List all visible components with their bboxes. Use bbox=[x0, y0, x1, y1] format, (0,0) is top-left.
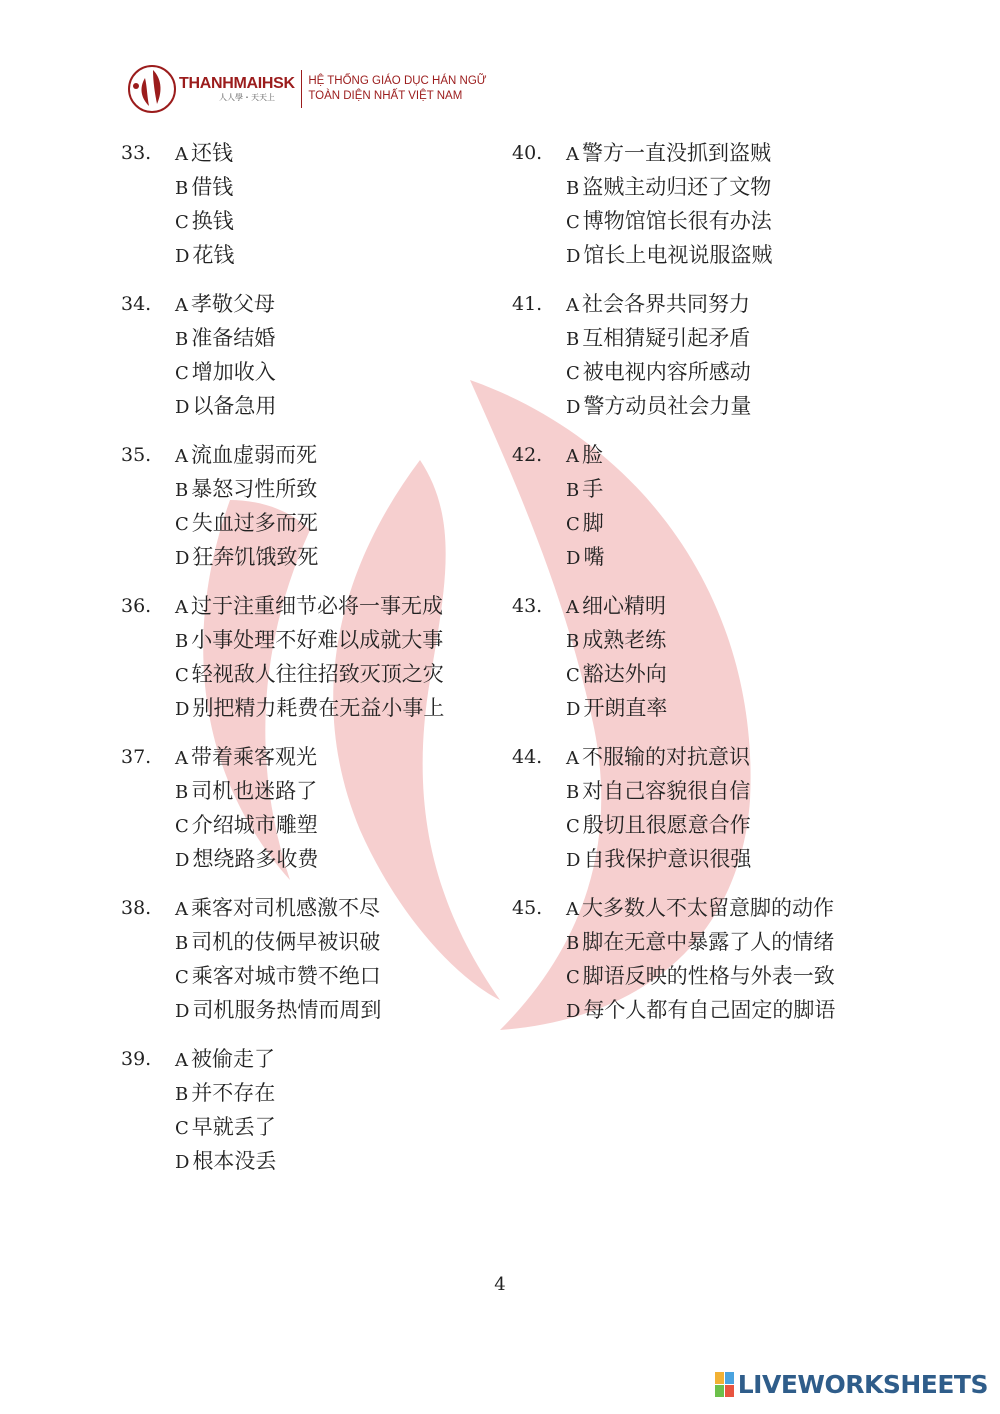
option-c[interactable] bbox=[566, 960, 835, 994]
option-text: 准备结婚 bbox=[191, 326, 276, 350]
header bbox=[127, 64, 487, 114]
option-b[interactable] bbox=[175, 322, 276, 356]
option-d[interactable] bbox=[566, 994, 835, 1028]
option-b[interactable] bbox=[175, 775, 318, 809]
option-letter: A bbox=[566, 295, 579, 316]
option-text: 脚在无意中暴露了人的情绪 bbox=[582, 930, 835, 954]
option-text: 殷切且很愿意合作 bbox=[582, 813, 751, 837]
option-text: 成熟老练 bbox=[582, 628, 667, 652]
option-b[interactable] bbox=[175, 624, 444, 658]
option-c[interactable] bbox=[175, 658, 444, 692]
option-text: 增加收入 bbox=[191, 360, 276, 384]
option-d[interactable] bbox=[175, 994, 381, 1028]
option-text: 乘客对城市赞不绝口 bbox=[191, 964, 381, 988]
option-letter: B bbox=[566, 631, 580, 652]
option-text: 流血虚弱而死 bbox=[191, 443, 317, 467]
page-number: 4 bbox=[494, 1274, 506, 1295]
option-letter: A bbox=[175, 144, 188, 165]
option-letter: D bbox=[566, 397, 581, 418]
option-text: 借钱 bbox=[191, 175, 234, 199]
option-c[interactable] bbox=[566, 507, 604, 541]
option-list bbox=[566, 741, 751, 877]
option-letter: C bbox=[175, 514, 189, 535]
option-a[interactable] bbox=[175, 892, 381, 926]
option-text: 司机的伎俩早被识破 bbox=[191, 930, 381, 954]
option-b[interactable] bbox=[566, 171, 772, 205]
option-letter: D bbox=[566, 850, 581, 871]
brand-block bbox=[179, 75, 295, 103]
option-text: 不服输的对抗意识 bbox=[582, 745, 750, 769]
question-35 bbox=[121, 439, 501, 575]
question-number: 34. bbox=[121, 293, 152, 315]
question-34 bbox=[121, 288, 501, 424]
option-letter: A bbox=[566, 597, 579, 618]
option-a[interactable] bbox=[175, 1043, 276, 1077]
option-letter: C bbox=[566, 967, 580, 988]
option-list bbox=[175, 288, 276, 424]
option-text: 社会各界共同努力 bbox=[582, 292, 750, 316]
option-letter: A bbox=[175, 748, 188, 769]
option-letter: A bbox=[566, 446, 579, 467]
option-text: 脸 bbox=[582, 443, 603, 467]
option-letter: D bbox=[566, 548, 581, 569]
option-text: 司机服务热情而周到 bbox=[192, 998, 382, 1022]
tagline-line-2: TOÀN DIỆN NHẤT VIỆT NAM bbox=[308, 90, 463, 102]
option-a[interactable] bbox=[175, 288, 276, 322]
option-text: 手 bbox=[582, 477, 604, 501]
option-d[interactable] bbox=[566, 541, 604, 575]
option-d[interactable] bbox=[175, 390, 276, 424]
question-39 bbox=[121, 1043, 501, 1179]
option-c[interactable] bbox=[175, 507, 318, 541]
question-number: 41. bbox=[512, 293, 543, 315]
question-36 bbox=[121, 590, 501, 726]
option-b[interactable] bbox=[566, 322, 751, 356]
option-d[interactable] bbox=[175, 239, 234, 273]
option-letter: A bbox=[175, 597, 188, 618]
option-d[interactable] bbox=[175, 541, 318, 575]
option-a[interactable] bbox=[566, 439, 604, 473]
live-badge-icon bbox=[715, 1372, 735, 1398]
question-42 bbox=[512, 439, 912, 575]
option-letter: C bbox=[566, 665, 580, 686]
option-b[interactable] bbox=[566, 926, 835, 960]
option-letter: D bbox=[175, 850, 190, 871]
option-letter: B bbox=[175, 933, 189, 954]
option-text: 细心精明 bbox=[582, 594, 666, 618]
option-letter: C bbox=[566, 816, 580, 837]
question-number: 44. bbox=[512, 746, 543, 768]
option-text: 嘴 bbox=[583, 545, 605, 569]
option-letter: A bbox=[566, 748, 579, 769]
option-letter: C bbox=[175, 212, 189, 233]
option-b[interactable] bbox=[566, 473, 604, 507]
option-text: 狂奔饥饿致死 bbox=[192, 545, 319, 569]
option-letter: D bbox=[175, 1152, 190, 1173]
option-text: 带着乘客观光 bbox=[191, 745, 317, 769]
option-letter: B bbox=[566, 178, 580, 199]
option-c[interactable] bbox=[175, 960, 381, 994]
option-c[interactable] bbox=[175, 205, 234, 239]
option-text: 花钱 bbox=[192, 243, 235, 267]
question-33 bbox=[121, 137, 501, 273]
option-letter: A bbox=[175, 1050, 188, 1071]
brand-slogan: 人人學・天天上 bbox=[219, 93, 275, 102]
option-text: 每个人都有自己固定的脚语 bbox=[583, 998, 836, 1022]
option-letter: D bbox=[175, 1001, 190, 1022]
option-b[interactable] bbox=[175, 926, 381, 960]
question-number: 37. bbox=[121, 746, 152, 768]
option-list bbox=[175, 892, 381, 1028]
option-text: 介绍城市雕塑 bbox=[191, 813, 318, 837]
option-text: 馆长上电视说服盗贼 bbox=[583, 243, 773, 267]
option-list bbox=[175, 137, 234, 273]
option-text: 别把精力耗费在无益小事上 bbox=[192, 696, 445, 720]
option-letter: C bbox=[175, 816, 189, 837]
option-b[interactable] bbox=[566, 624, 667, 658]
option-letter: B bbox=[566, 933, 580, 954]
question-44 bbox=[512, 741, 912, 877]
option-text: 警方动员社会力量 bbox=[583, 394, 752, 418]
option-list bbox=[566, 439, 604, 575]
option-letter: A bbox=[175, 446, 188, 467]
option-letter: B bbox=[175, 631, 189, 652]
option-text: 脚 bbox=[582, 511, 604, 535]
option-b[interactable] bbox=[175, 473, 318, 507]
option-letter: B bbox=[175, 178, 189, 199]
option-letter: B bbox=[175, 1084, 189, 1105]
question-number: 39. bbox=[121, 1048, 152, 1070]
question-number: 36. bbox=[121, 595, 152, 617]
option-c[interactable] bbox=[175, 809, 318, 843]
option-list bbox=[175, 741, 318, 877]
question-number: 43. bbox=[512, 595, 543, 617]
option-text: 脚语反映的性格与外表一致 bbox=[582, 964, 835, 988]
option-d[interactable] bbox=[175, 692, 444, 726]
option-d[interactable] bbox=[175, 1145, 276, 1179]
option-letter: A bbox=[566, 144, 579, 165]
header-divider bbox=[301, 70, 303, 108]
brand-name: THANHMAIHSK bbox=[179, 75, 295, 92]
option-letter: C bbox=[175, 967, 189, 988]
question-43 bbox=[512, 590, 912, 726]
option-letter: D bbox=[175, 246, 190, 267]
option-c[interactable] bbox=[566, 658, 667, 692]
question-41 bbox=[512, 288, 912, 424]
right-question-column bbox=[512, 137, 912, 1043]
option-list bbox=[175, 590, 444, 726]
question-number: 38. bbox=[121, 897, 152, 919]
option-letter: D bbox=[566, 1001, 581, 1022]
left-question-column bbox=[121, 137, 501, 1194]
option-text: 失血过多而死 bbox=[191, 511, 318, 535]
option-text: 博物馆馆长很有办法 bbox=[582, 209, 772, 233]
option-text: 小事处理不好难以成就大事 bbox=[191, 628, 444, 652]
question-number: 33. bbox=[121, 142, 152, 164]
option-letter: C bbox=[566, 514, 580, 535]
option-letter: A bbox=[175, 295, 188, 316]
option-list bbox=[566, 590, 667, 726]
option-letter: B bbox=[566, 329, 580, 350]
option-c[interactable] bbox=[566, 205, 772, 239]
option-list bbox=[566, 288, 751, 424]
option-text: 盗贼主动归还了文物 bbox=[582, 175, 772, 199]
option-letter: B bbox=[175, 782, 189, 803]
tagline bbox=[308, 74, 486, 104]
option-letter: D bbox=[175, 548, 190, 569]
option-text: 互相猜疑引起矛盾 bbox=[582, 326, 751, 350]
option-b[interactable] bbox=[175, 171, 234, 205]
option-letter: D bbox=[566, 699, 581, 720]
option-text: 警方一直没抓到盗贼 bbox=[582, 141, 771, 165]
option-letter: C bbox=[566, 212, 580, 233]
option-text: 根本没丢 bbox=[192, 1149, 277, 1173]
question-37 bbox=[121, 741, 501, 877]
option-text: 乘客对司机感激不尽 bbox=[191, 896, 380, 920]
option-letter: B bbox=[175, 329, 189, 350]
option-list bbox=[175, 1043, 276, 1179]
option-list bbox=[566, 137, 772, 273]
option-a[interactable] bbox=[175, 590, 444, 624]
option-text: 想绕路多收费 bbox=[192, 847, 319, 871]
option-letter: D bbox=[175, 397, 190, 418]
option-a[interactable] bbox=[566, 741, 751, 775]
question-38 bbox=[121, 892, 501, 1028]
option-a[interactable] bbox=[566, 288, 751, 322]
option-letter: B bbox=[566, 782, 580, 803]
option-letter: C bbox=[175, 1118, 189, 1139]
question-number: 45. bbox=[512, 897, 543, 919]
option-c[interactable] bbox=[566, 356, 751, 390]
question-number: 35. bbox=[121, 444, 152, 466]
option-b[interactable] bbox=[566, 775, 751, 809]
option-a[interactable] bbox=[566, 137, 772, 171]
option-a[interactable] bbox=[175, 741, 318, 775]
option-d[interactable] bbox=[175, 843, 318, 877]
option-text: 暴怒习性所致 bbox=[191, 477, 318, 501]
option-d[interactable] bbox=[566, 692, 667, 726]
option-d[interactable] bbox=[566, 239, 772, 273]
liveworksheets-footer bbox=[715, 1370, 988, 1399]
option-a[interactable] bbox=[175, 137, 234, 171]
option-c[interactable] bbox=[175, 356, 276, 390]
question-number: 42. bbox=[512, 444, 543, 466]
option-list bbox=[566, 892, 835, 1028]
option-letter: D bbox=[175, 699, 190, 720]
tagline-line-1: HỆ THỐNG GIÁO DỤC HÁN NGỮ bbox=[308, 75, 487, 87]
option-a[interactable] bbox=[175, 439, 318, 473]
option-text: 被电视内容所感动 bbox=[582, 360, 751, 384]
option-letter: C bbox=[175, 363, 189, 384]
question-40 bbox=[512, 137, 912, 273]
option-letter: A bbox=[566, 899, 579, 920]
brand-logo-icon bbox=[127, 64, 177, 114]
option-c[interactable] bbox=[175, 1111, 276, 1145]
option-text: 以备急用 bbox=[192, 394, 277, 418]
liveworksheets-logo-text: LIVEWORKSHEETS bbox=[737, 1370, 988, 1399]
question-45 bbox=[512, 892, 912, 1028]
option-text: 还钱 bbox=[191, 141, 233, 165]
option-text: 司机也迷路了 bbox=[191, 779, 318, 803]
option-text: 开朗直率 bbox=[583, 696, 668, 720]
option-b[interactable] bbox=[175, 1077, 276, 1111]
option-a[interactable] bbox=[566, 892, 835, 926]
option-text: 孝敬父母 bbox=[191, 292, 275, 316]
option-text: 换钱 bbox=[191, 209, 234, 233]
option-text: 轻视敌人往往招致灭顶之灾 bbox=[191, 662, 444, 686]
option-d[interactable] bbox=[566, 390, 751, 424]
option-text: 早就丢了 bbox=[191, 1115, 276, 1139]
option-text: 并不存在 bbox=[191, 1081, 276, 1105]
option-text: 自我保护意识很强 bbox=[583, 847, 752, 871]
option-c[interactable] bbox=[566, 809, 751, 843]
option-text: 大多数人不太留意脚的动作 bbox=[582, 896, 834, 920]
question-number: 40. bbox=[512, 142, 543, 164]
option-text: 豁达外向 bbox=[582, 662, 667, 686]
option-d[interactable] bbox=[566, 843, 751, 877]
option-list bbox=[175, 439, 318, 575]
option-letter: C bbox=[566, 363, 580, 384]
option-text: 过于注重细节必将一事无成 bbox=[191, 594, 443, 618]
option-letter: A bbox=[175, 899, 188, 920]
option-text: 对自己容貌很自信 bbox=[582, 779, 751, 803]
option-letter: B bbox=[566, 480, 580, 501]
option-a[interactable] bbox=[566, 590, 667, 624]
option-text: 被偷走了 bbox=[191, 1047, 275, 1071]
option-letter: D bbox=[566, 246, 581, 267]
option-letter: B bbox=[175, 480, 189, 501]
option-letter: C bbox=[175, 665, 189, 686]
